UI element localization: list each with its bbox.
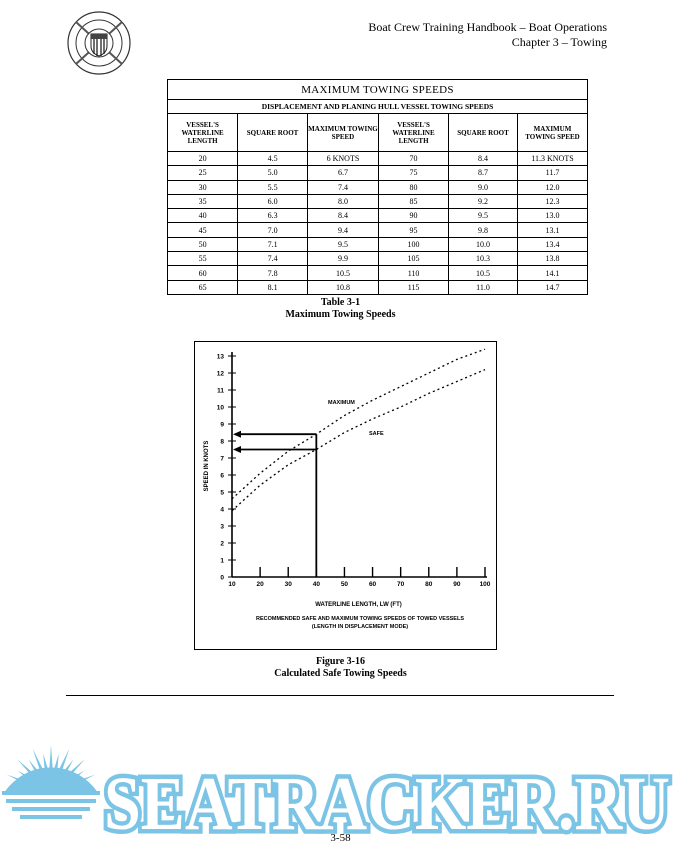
table-row: [168, 180, 588, 194]
figure-note-line1: RECOMMENDED SAFE AND MAXIMUM TOWING SPEEDS OF TOWED VESSELS: [256, 616, 464, 622]
table-cell: 9.4: [307, 223, 378, 237]
y-tick-label: 1: [220, 557, 224, 565]
table-cell: 7.4: [238, 252, 308, 266]
table-cell: 6.7: [307, 166, 378, 180]
table-cell: 11.0: [449, 280, 518, 294]
table-cell: 105: [378, 252, 448, 266]
table-cell: 10.8: [307, 280, 378, 294]
arrow-head-icon: [233, 446, 241, 453]
table-cell: 20: [168, 152, 238, 166]
y-tick-label: 4: [220, 506, 224, 514]
table-cell: 7.0: [238, 223, 308, 237]
table-cell: 10.5: [307, 266, 378, 280]
y-tick-label: 8: [220, 438, 224, 446]
page-number: 3-58: [330, 832, 351, 844]
table-cell: 9.2: [449, 194, 518, 208]
table-cell: 9.0: [449, 180, 518, 194]
table-cell: 14.7: [517, 280, 587, 294]
y-axis-label: SPEED IN KNOTS: [204, 440, 210, 492]
y-tick-label: 12: [216, 370, 224, 378]
table-cell: 95: [378, 223, 448, 237]
table-cell: 70: [378, 152, 448, 166]
table-cell: 7.8: [238, 266, 308, 280]
table-row: [168, 252, 588, 266]
table-cell: 55: [168, 252, 238, 266]
figure-note-line2: (LENGTH IN DISPLACEMENT MODE): [311, 624, 409, 630]
column-header: SQUARE ROOT: [238, 114, 308, 152]
series-label: SAFE: [369, 431, 384, 437]
table-row: [168, 280, 588, 294]
table-row: [168, 223, 588, 237]
table-cell: 11.7: [517, 166, 587, 180]
table-cell: 45: [168, 223, 238, 237]
table-cell: 9.8: [449, 223, 518, 237]
table-cell: 8.4: [307, 209, 378, 223]
table-row: [168, 152, 588, 166]
y-tick-label: 7: [220, 455, 224, 463]
arrow-head-icon: [233, 431, 241, 438]
series-line-maximum: [232, 349, 485, 499]
table-cell: 6 KNOTS: [307, 152, 378, 166]
watermark-text: SEATRACKER.RU: [104, 762, 670, 840]
table-caption-title: Maximum Towing Speeds: [285, 309, 396, 320]
sun-ray: [54, 754, 59, 770]
table-row: [168, 166, 588, 180]
figure-caption-title: Calculated Safe Towing Speeds: [274, 668, 407, 679]
table-cell: 35: [168, 194, 238, 208]
table-cell: 9.5: [449, 209, 518, 223]
x-tick-label: 10: [228, 581, 236, 588]
table-caption-number: Table 3-1: [320, 297, 361, 308]
table-cell: 10.0: [449, 237, 518, 251]
table-cell: 80: [378, 180, 448, 194]
table-cell: 8.7: [449, 166, 518, 180]
table-cell: 90: [378, 209, 448, 223]
table-cell: 5.5: [238, 180, 308, 194]
table-cell: 40: [168, 209, 238, 223]
table-cell: 8.0: [307, 194, 378, 208]
table-cell: 8.4: [449, 152, 518, 166]
table-cell: 4.5: [238, 152, 308, 166]
table-cell: 13.8: [517, 252, 587, 266]
coast-guard-seal-icon: [66, 10, 132, 76]
table-cell: 13.4: [517, 237, 587, 251]
y-tick-label: 6: [220, 472, 224, 480]
page-divider: [66, 695, 614, 696]
series-line-safe: [232, 370, 485, 511]
x-tick-label: 60: [368, 581, 377, 588]
table-cell: 6.0: [238, 194, 308, 208]
sun-ray: [49, 745, 52, 769]
x-tick-label: 50: [340, 581, 349, 588]
table-cell: 7.1: [238, 237, 308, 251]
figure-caption-number: Figure 3-16: [316, 656, 365, 667]
table-title: MAXIMUM TOWING SPEEDS: [168, 80, 588, 100]
column-header: VESSEL'S WATERLINE LENGTH: [168, 114, 238, 152]
y-tick-label: 11: [217, 387, 224, 395]
running-header-title: Boat Crew Training Handbook – Boat Operations: [368, 20, 607, 34]
towing-speed-chart: [194, 341, 497, 650]
table-cell: 13.0: [517, 209, 587, 223]
column-header: SQUARE ROOT: [449, 114, 518, 152]
y-tick-label: 5: [220, 489, 224, 497]
table-row: [168, 194, 588, 208]
x-tick-label: 80: [425, 581, 433, 588]
x-axis-label: WATERLINE LENGTH, LW (FT): [315, 602, 402, 608]
table-cell: 110: [378, 266, 448, 280]
x-tick-label: 90: [453, 581, 461, 588]
table-cell: 65: [168, 280, 238, 294]
table-cell: 6.3: [238, 209, 308, 223]
column-header: MAXIMUM TOWING SPEED: [307, 114, 378, 152]
table-cell: 30: [168, 180, 238, 194]
y-tick-label: 2: [220, 540, 224, 548]
table-cell: 10.3: [449, 252, 518, 266]
table-cell: 75: [378, 166, 448, 180]
y-tick-label: 0: [220, 574, 224, 582]
table-cell: 10.5: [449, 266, 518, 280]
x-tick-label: 100: [479, 581, 491, 588]
sun-logo-icon: [2, 745, 100, 817]
table-cell: 11.3 KNOTS: [517, 152, 587, 166]
x-tick-label: 20: [256, 581, 264, 588]
table-row: [168, 209, 588, 223]
table-cell: 115: [378, 280, 448, 294]
x-tick-label: 70: [397, 581, 405, 588]
table-cell: 13.1: [517, 223, 587, 237]
series-label: MAXIMUM: [328, 400, 355, 406]
table-cell: 7.4: [307, 180, 378, 194]
table-cell: 14.1: [517, 266, 587, 280]
running-header-chapter: Chapter 3 – Towing: [511, 35, 607, 49]
column-header: VESSEL'S WATERLINE LENGTH: [378, 114, 448, 152]
y-tick-label: 13: [216, 353, 224, 361]
max-towing-speeds-table: [167, 79, 588, 295]
table-cell: 5.0: [238, 166, 308, 180]
y-tick-label: 10: [216, 404, 224, 412]
table-cell: 12.3: [517, 194, 587, 208]
x-tick-label: 30: [284, 581, 292, 588]
column-header: MAXIMUM TOWING SPEED: [517, 114, 587, 152]
table-cell: 60: [168, 266, 238, 280]
table-cell: 9.5: [307, 237, 378, 251]
table-cell: 8.1: [238, 280, 308, 294]
watermark: [0, 745, 681, 840]
table-cell: 85: [378, 194, 448, 208]
y-tick-label: 3: [220, 523, 224, 531]
table-row: [168, 266, 588, 280]
y-tick-label: 9: [220, 421, 224, 429]
table-cell: 50: [168, 237, 238, 251]
table-cell: 12.0: [517, 180, 587, 194]
x-tick-label: 40: [312, 581, 320, 588]
table-row: [168, 237, 588, 251]
table-cell: 9.9: [307, 252, 378, 266]
table-cell: 25: [168, 166, 238, 180]
table-cell: 100: [378, 237, 448, 251]
table-subtitle: DISPLACEMENT AND PLANING HULL VESSEL TOWING SPEEDS: [168, 100, 588, 114]
sun-ray: [43, 754, 48, 770]
